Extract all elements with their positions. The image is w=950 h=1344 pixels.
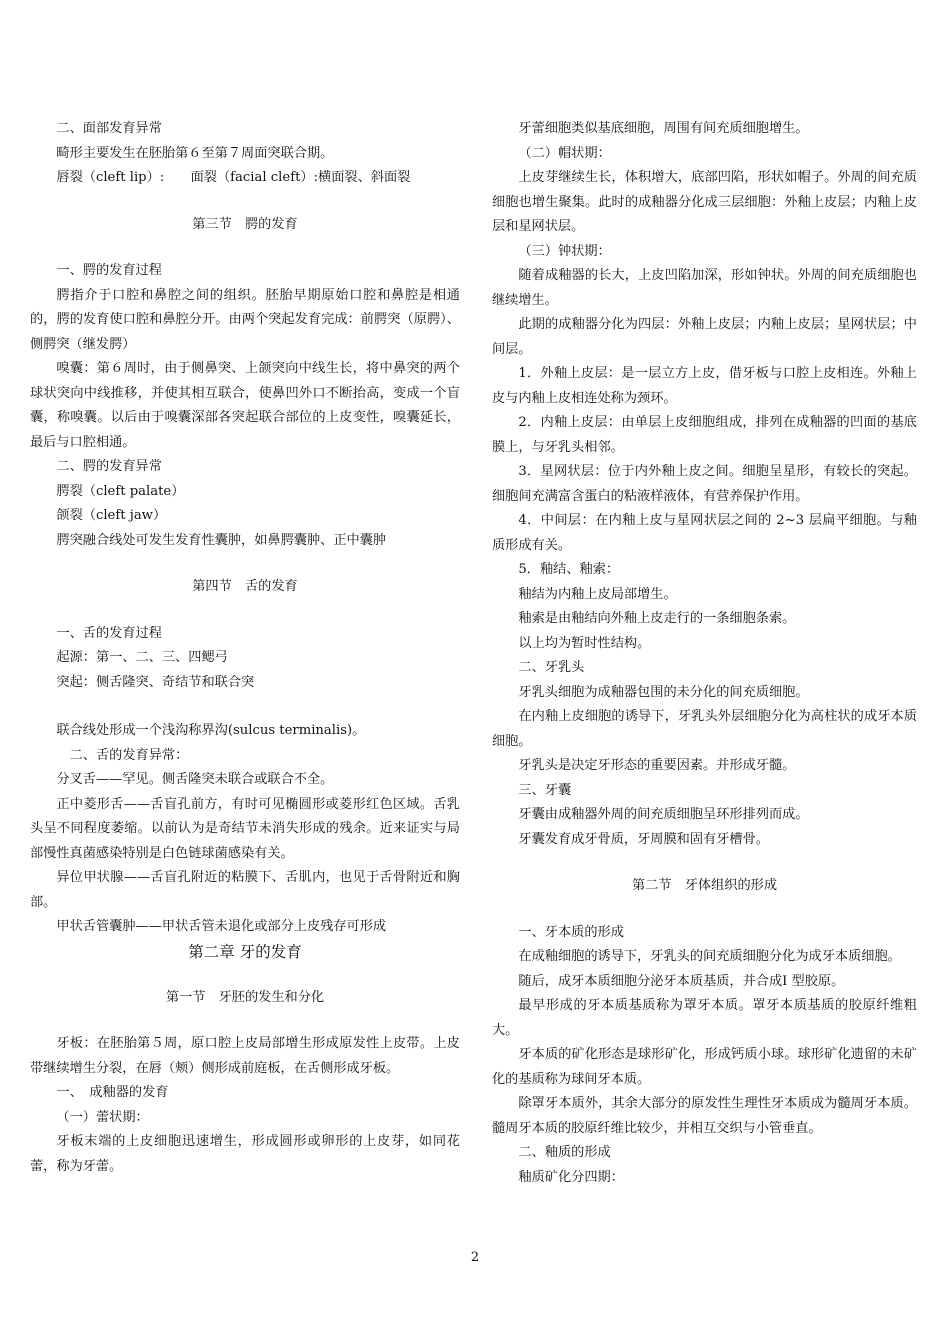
paragraph: （三）钟状期： — [518, 243, 611, 259]
paragraph: 分叉舌——罕见。侧舌隆突未联合或联合不全。 — [56, 772, 334, 787]
right-column — [492, 117, 917, 1190]
paragraph: 唇裂（cleft lip）: 面裂（facial cleft）:横面裂、斜面裂 — [56, 170, 411, 185]
paragraph: 上皮芽继续生长，体积增大，底部凹陷，形状如帽子。外周的间充质细胞也增生聚集。此时的成釉器分化成三层细胞：外釉上皮层；内釉上皮层和星网状层。 — [492, 170, 917, 234]
section-heading: 三、牙囊 — [518, 782, 572, 798]
section-heading: 一、牙本质的形成 — [518, 924, 624, 940]
paragraph: 腭裂（cleft palate） — [56, 483, 185, 499]
section-title: 第一节 牙胚的发生和分化 — [165, 989, 325, 1005]
section-title: 第四节 舌的发育 — [192, 579, 298, 594]
paragraph: 腭指介于口腔和鼻腔之间的组织。胚胎早期原始口腔和鼻腔是相通的，腭的发育使口腔和鼻腔分开。由两个突起发育完成：前腭突（原腭）、侧腭突（继发腭） — [30, 287, 460, 352]
paragraph: 牙蕾细胞类似基底细胞，周围有间充质细胞增生。 — [518, 121, 809, 136]
paragraph: 牙囊发育成牙骨质，牙周膜和固有牙槽骨。 — [518, 831, 769, 847]
page-number: 2 — [470, 1250, 480, 1265]
paragraph: 异位甲状腺——舌盲孔附近的粘膜下、舌肌内，也见于舌骨附近和胸部。 — [30, 870, 460, 910]
paragraph: 随后，成牙本质细胞分泌牙本质基质，并合成I 型胶原。 — [518, 973, 845, 989]
left-column — [30, 117, 460, 1179]
paragraph: 正中菱形舌——舌盲孔前方，有时可见椭圆形或菱形红色区域。舌乳头呈不同程度萎缩。以前认为是奇结节未消失形成的残余。近来证实与局部慢性真菌感染特别是白色链球菌感染有关。 — [30, 796, 460, 861]
section-title: 第二节 牙体组织的形成 — [631, 878, 778, 893]
paragraph: 起源：第一、二、三、四鳃弓 — [56, 650, 228, 665]
paragraph: （一）蕾状期： — [56, 1109, 149, 1125]
paragraph: 4．中间层：在内釉上皮与星网状层之间的 2~3 层扁平细胞。与釉质形成有关。 — [492, 513, 917, 553]
paragraph: 牙乳头是决定牙形态的重要因素。并形成牙髓。 — [518, 758, 796, 773]
paragraph: 在内釉上皮细胞的诱导下，牙乳头外层细胞分化为高柱状的成牙本质细胞。 — [492, 709, 917, 749]
paragraph: 在成釉细胞的诱导下，牙乳头的间充质细胞分化为成牙本质细胞。 — [518, 949, 901, 964]
section-heading: 二、腭的发育异常 — [56, 459, 162, 474]
paragraph: 除罩牙本质外，其余大部分的原发性生理性牙本质成为髓周牙本质。髓周牙本质的胶原纤维比较少，并相互交织与小管垂直。 — [492, 1096, 917, 1136]
paragraph: 牙乳头细胞为成釉器包围的未分化的间充质细胞。 — [518, 684, 809, 700]
paragraph: 牙本质的矿化形态是球形矿化，形成钙质小球。球形矿化遗留的未矿化的基质称为球间牙本质。 — [492, 1047, 917, 1087]
paragraph: 釉质矿化分四期： — [518, 1169, 624, 1185]
section-heading: 一、舌的发育过程 — [56, 625, 162, 641]
paragraph: 牙板末端的上皮细胞迅速增生，形成圆形或卵形的上皮芽，如同花蕾，称为牙蕾。 — [30, 1134, 460, 1174]
paragraph: 突起：侧舌隆突、奇结节和联合突 — [56, 674, 255, 690]
section-heading: 一、 成釉器的发育 — [56, 1085, 169, 1100]
paragraph: 二、舌的发育异常： — [56, 747, 189, 763]
paragraph: 腭突融合线处可发生发育性囊肿，如鼻腭囊肿、正中囊肿 — [56, 532, 387, 548]
paragraph: 畸形主要发生在胚胎第６至第７周面突联合期。 — [56, 145, 334, 161]
section-heading: 二、釉质的形成 — [518, 1145, 611, 1160]
paragraph: （二）帽状期： — [518, 145, 611, 161]
section-heading: 二、面部发育异常 — [56, 121, 162, 136]
paragraph: 随着成釉器的长大，上皮凹陷加深，形如钟状。外周的间充质细胞也继续增生。 — [492, 268, 917, 308]
chapter-title: 第二章 牙的发育 — [188, 942, 302, 961]
section-heading: 一、腭的发育过程 — [56, 263, 162, 278]
paragraph: 嗅囊：第６周时，由于侧鼻突、上颌突向中线生长，将中鼻突的两个球状突向中线推移，并使其相互联合，使鼻凹外口不断抬高，变成一个盲囊，称嗅囊。以后由于嗅囊深部各突起联合部位的上皮变性，嗅囊延长，最后与口腔相通。 — [30, 361, 460, 450]
paragraph: 此期的成釉器分化为四层：外釉上皮层；内釉上皮层；星网状层；中间层。 — [492, 317, 917, 357]
blank-line — [30, 695, 460, 719]
paragraph: 牙板：在胚胎第５周，原口腔上皮局部增生形成原发性上皮带。上皮带继续增生分裂，在唇（颊）侧形成前庭板，在舌侧形成牙板。 — [30, 1036, 460, 1076]
paragraph: 甲状舌管囊肿——甲状舌管未退化或部分上皮残存可形成 — [56, 919, 387, 934]
paragraph: 联合线处形成一个浅沟称界沟(sulcus terminalis)。 — [56, 723, 366, 738]
paragraph: 3．星网状层：位于内外釉上皮之间。细胞呈星形，有较长的突起。细胞间充满富含蛋白的粘液样液体，有营养保护作用。 — [492, 464, 917, 504]
paragraph: 最早形成的牙本质基质称为罩牙本质。罩牙本质基质的胶原纤维粗大。 — [492, 998, 917, 1038]
paragraph: 1．外釉上皮层：是一层立方上皮，借牙板与口腔上皮相连。外釉上皮与内釉上皮相连处称为颈环。 — [492, 366, 917, 406]
section-heading: 二、牙乳头 — [518, 660, 585, 675]
paragraph: 5．釉结、釉索： — [518, 562, 620, 577]
paragraph: 釉结为内釉上皮局部增生。 — [518, 586, 677, 602]
paragraph: 颌裂（cleft jaw） — [56, 508, 167, 523]
paragraph: 以上均为暂时性结构。 — [518, 635, 651, 651]
section-title: 第三节 腭的发育 — [192, 216, 298, 232]
paragraph: 牙囊由成釉器外周的间充质细胞呈环形排列而成。 — [518, 807, 809, 822]
paragraph: 2．内釉上皮层：由单层上皮细胞组成，排列在成釉器的凹面的基底膜上，与牙乳头相邻。 — [492, 415, 917, 455]
paragraph: 釉索是由釉结向外釉上皮走行的一条细胞条索。 — [518, 611, 796, 626]
